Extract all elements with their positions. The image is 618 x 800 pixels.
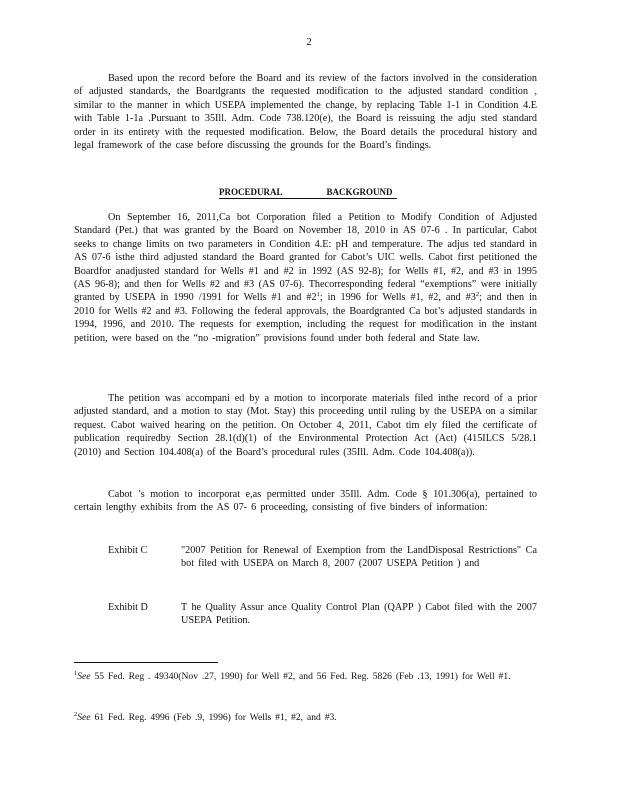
- paragraph-board-decision: Based upon the record before the Board and its review of the factors involved in the consideration of adjusted standards, the Boardgrants the requested modification to the adjusted standard condition , similar to the manner in which USEPA implemented the change, by replacing Table 1-1 in Condition 4.E with Table 1-1a .Pursuant to 35Ill. Adm. Code 738.120(e), the Board is reissuing the adju sted standard order in its entirety with the requested modification. Below, the Board details the procedural history and legal framework of the case before discussing the grounds for the Board’s findings.: [74, 73, 537, 152]
- footnote: [74, 670, 537, 683]
- exhibit-label: Exhibit C: [108, 545, 148, 556]
- paragraph-2-text-b: ; in 1996 for Wells #1, #2, and #3: [319, 292, 476, 304]
- footnote-see: See: [77, 671, 91, 682]
- heading-word-procedural: PROCEDURAL: [219, 187, 283, 197]
- footnote-text: 55 Fed. Reg . 49340(Nov .27, 1990) for Well #2, and 56 Fed. Reg. 5826 (Feb .13, 1991) for Well #1.: [90, 671, 511, 682]
- paragraph-2-text-a: On September 16, 2011,Ca bot Corporation filed a Petition to Modify Condition of Adjusted Standard (Pet.) that was granted by the Board on November 18, 2010 in AS 07-6 . In particular, Cabot seeks to change limits on two parameters in Condition 4.E: pH and temperature. The adjus ted standard in AS 07-6 isthe third adjusted standard the Board granted for Cabot’s UIC wells. Cabot first petitioned the Boardfor anadjusted standard for Wells #1 and #2 in 1992 (AS 92-8); for Wells #1, #2, and #3 in 1995 (AS 96-8); and then for Wells #2 and #3 (AS 07-6). Thecorresponding federal “exemptions” were initially granted by USEPA in 1990 /1991 for Wells #1 and #2: [74, 212, 537, 304]
- footnote-marker: 2: [74, 711, 78, 718]
- exhibit-description: "2007 Petition for Renewal of Exemption from the LandDisposal Restrictions" Ca bot filed with USEPA on March 8, 2007 (2007 USEPA Petition ) and: [181, 545, 537, 570]
- paragraph-motion-to-incorporate: Cabot ’s motion to incorporat e,as permitted under 35Ill. Adm. Code § 101.306(a), pertained to certain lengthy exhibits from the AS 07- 6 proceeding, consisting of five binders of information:: [74, 489, 537, 514]
- page-number: 2: [306, 36, 312, 48]
- heading-word-background: BACKGROUND: [326, 187, 393, 197]
- paragraph-procedural-history: [74, 211, 537, 345]
- footnote-ref-1: 1: [316, 291, 320, 299]
- paragraph-2-text-c: ; and then in 2010 for Wells #2 and #3. Following the federal approvals, the Boardgranted Ca bot’s adjusted standards in 1994, 1996, and 2010. The requests for exemption, including the request for modification in the instant petition, were based on the “no -migration” provisions found under both federal and State law.: [74, 292, 538, 344]
- exhibit-description: T he Quality Assur ance Quality Control Plan (QAPP ) Cabot filed with the 2007 USEPA Petition.: [181, 602, 537, 627]
- footnote-text: 61 Fed. Reg. 4996 (Feb .9, 1996) for Wells #1, #2, and #3.: [90, 712, 337, 723]
- exhibit-label: Exhibit D: [108, 602, 148, 613]
- footnote-marker: 1: [74, 670, 78, 677]
- footnote-see: See: [77, 712, 91, 723]
- paragraph-petition-motions: The petition was accompani ed by a motion to incorporate materials filed inthe record of a prior adjusted standard, and a motion to stay (Mot. Stay) this proceeding until ruling by the USEPA on a similar request. Cabot waived hearing on the petition. On October 4, 2011, Cabot tim ely filed the certificate of publication requiredby Section 28.1(d)(1) of the Environmental Protection Act (Act) (415ILCS 5/28.1 (2010) and Section 104.408(a) of the Board’s procedural rules (35Ill. Adm. Code 104.408(a)).: [74, 393, 537, 458]
- footnote-divider: [74, 662, 218, 663]
- footnote-ref-2: 2: [475, 291, 480, 299]
- footnote: [74, 711, 537, 724]
- section-heading: [219, 186, 397, 199]
